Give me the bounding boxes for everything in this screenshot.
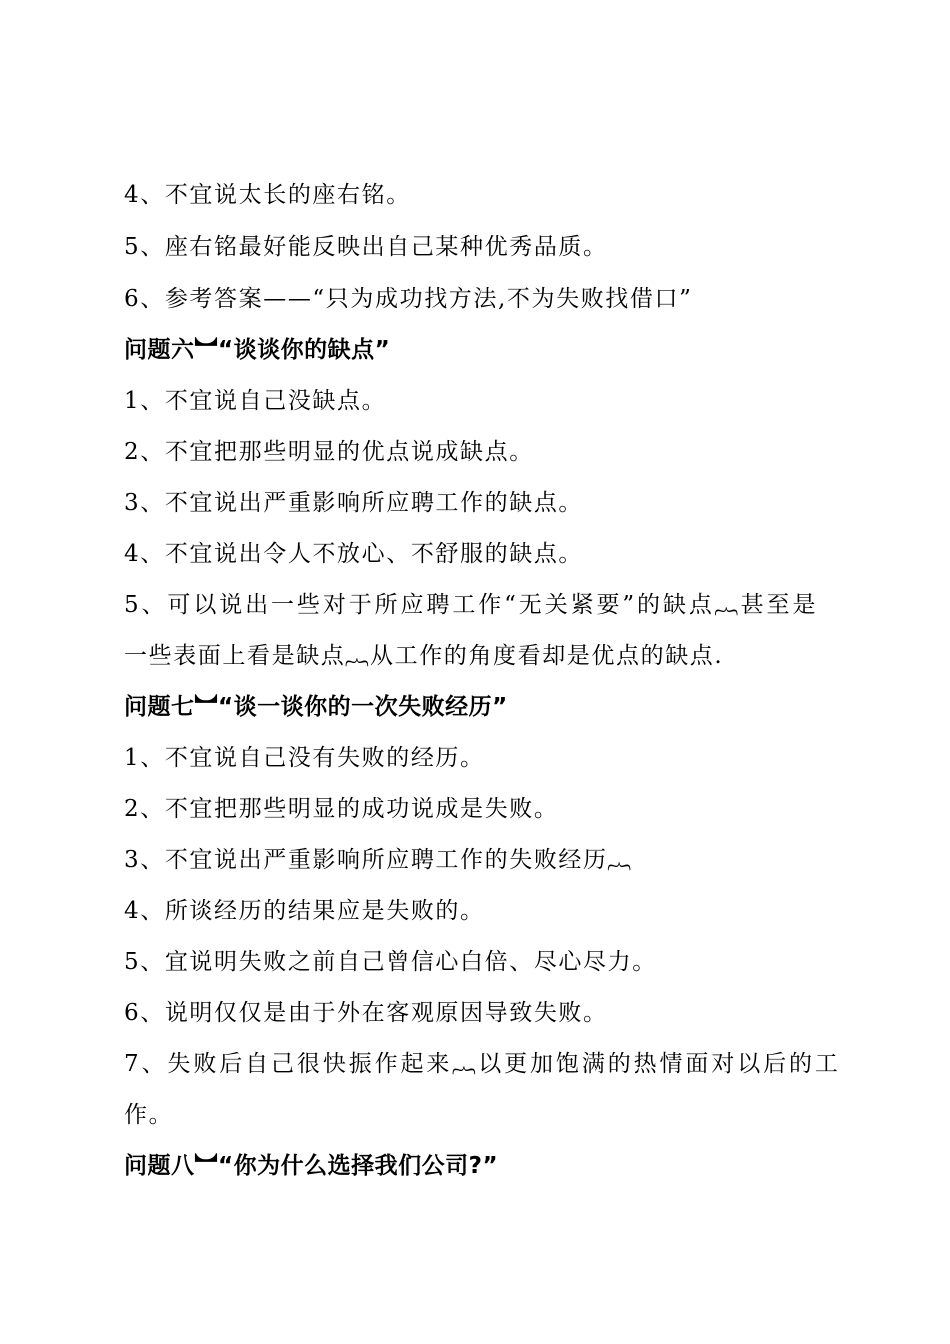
text-line: 5、座右铭最好能反映出自己某种优秀品质。	[124, 234, 608, 260]
text-line: 2、不宜把那些明显的成功说成是失败。	[124, 796, 559, 822]
section-heading: 问题八︼“你为什么选择我们公司?”	[124, 1153, 499, 1179]
text-line: 4、不宜说太长的座右铭。	[124, 182, 411, 208]
text-line: 3、不宜说出严重影响所应聘工作的失败经历︷	[124, 847, 633, 873]
text-line: 2、不宜把那些明显的优点说成缺点。	[124, 439, 534, 465]
text-line: 7、失败后自己很快振作起来︷以更加饱满的热情面对以后的工	[124, 1051, 841, 1077]
text-line: 6、参考答案——“只为成功找方法,不为失败找借口”	[124, 286, 693, 312]
text-line: 5、宜说明失败之前自己曾信心白倍、尽心尽力。	[124, 949, 657, 975]
text-line: 一些表面上看是缺点︷从工作的角度看却是优点的缺点.	[124, 643, 724, 669]
text-line: 4、不宜说出令人不放心、不舒服的缺点。	[124, 541, 584, 567]
text-line: 3、不宜说出严重影响所应聘工作的缺点。	[124, 490, 584, 516]
text-line: 6、说明仅仅是由于外在客观原因导致失败。	[124, 1000, 608, 1026]
section-heading: 问题七︼“谈一谈你的一次失败经历”	[124, 694, 508, 720]
text-line: 作。	[124, 1102, 174, 1128]
text-line: 1、不宜说自己没缺点。	[124, 388, 387, 414]
text-line: 5、可以说出一些对于所应聘工作“无关紧要”的缺点︷甚至是	[124, 592, 819, 618]
text-line: 4、所谈经历的结果应是失败的。	[124, 898, 485, 924]
text-line: 1、不宜说自己没有失败的经历。	[124, 745, 485, 771]
section-heading: 问题六︼“谈谈你的缺点”	[124, 337, 391, 363]
